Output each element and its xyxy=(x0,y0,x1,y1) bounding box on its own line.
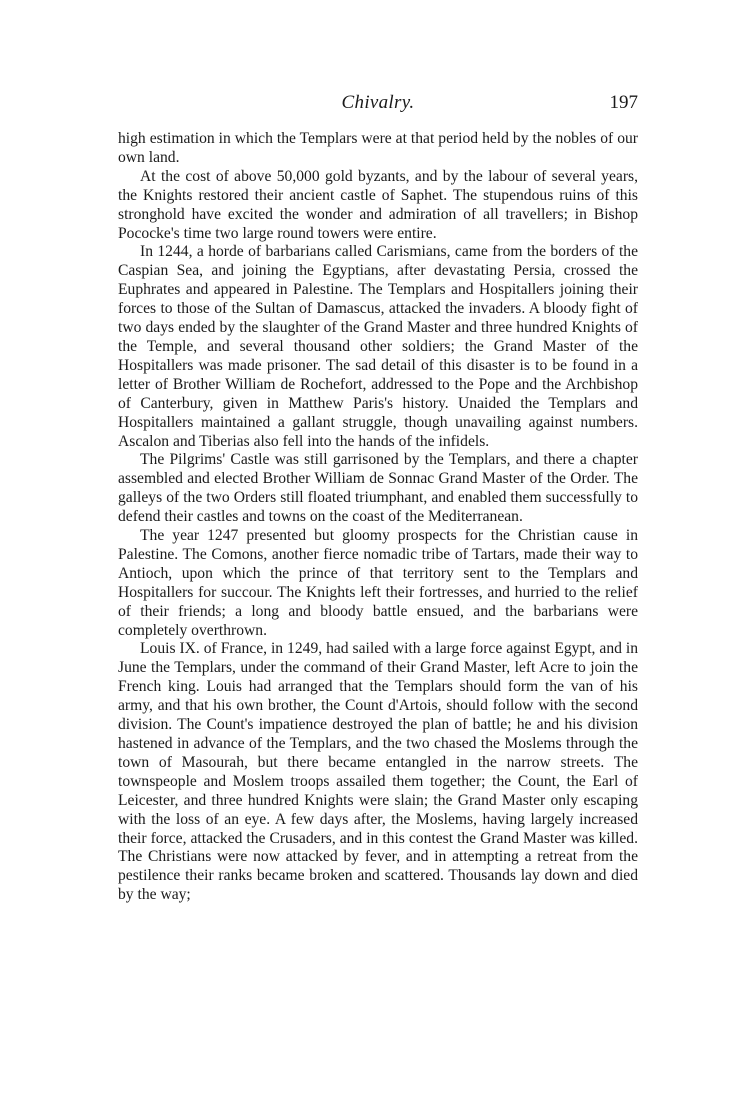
running-title: Chivalry. xyxy=(341,92,415,113)
paragraph-continued: high estimation in which the Templars were at that period held by the nobles of our own land. xyxy=(118,130,638,166)
body-text xyxy=(118,130,638,905)
page-header xyxy=(118,92,638,118)
paragraph-year-1247: The year 1247 presented but gloomy prospects for the Christian cause in Palestine. The Comons, another fierce nomadic tribe of Tartars, made their way to Antioch, upon which the prince of that territory sent to the Templars and Hospitallers for succour. The Knights left their fortresses, and hurried to the relief of their friends; a long and bloody battle ensued, and the barbarians were completely overthrown. xyxy=(118,527,638,639)
paragraph-saphet: At the cost of above 50,000 gold byzants, and by the labour of several years, the Knights restored their ancient castle of Saphet. The stupendous ruins of this stronghold have excited the wonder and admiration of all travellers; in Bishop Pococke's time two large round towers were entire. xyxy=(118,167,638,242)
paragraph-pilgrims-castle: The Pilgrims' Castle was still garrisoned by the Templars, and there a chapter assembled and elected Brother William de Sonnac Grand Master of the Order. The galleys of the two Orders still floated triumphant, and enabled them successfully to defend their castles and towns on the coast of the Mediterranean. xyxy=(118,451,638,526)
page-number: 197 xyxy=(609,92,638,113)
paragraph-carismians: In 1244, a horde of barbarians called Carismians, came from the borders of the Caspian Sea, and joining the Egyptians, after devastating Persia, crossed the Euphrates and appeared in Palestine. The Templars and Hospitallers joining their forces to those of the Sultan of Damascus, attacked the invaders. A bloody fight of two days ended by the slaughter of the Grand Master and three hundred Knights of the Temple, and several thousand other soldiers; the Grand Master of the Hospitallers was made prisoner. The sad detail of this disaster is to be found in a letter of Brother William de Rochefort, addressed to the Pope and the Archbishop of Canterbury, given in Matthew Paris's history. Unaided the Templars and Hospitallers maintained a gallant struggle, though unavailing against numbers. Ascalon and Tiberias also fell into the hands of the infidels. xyxy=(118,243,638,450)
paragraph-louis-ix: Louis IX. of France, in 1249, had sailed with a large force against Egypt, and in June the Templars, under the command of their Grand Master, left Acre to join the French king. Louis had arranged that the Templars should form the van of his army, and that his own brother, the Count d'Artois, should follow with the second division. The Count's impatience destroyed the plan of battle; he and his division hastened in advance of the Templars, and the two chased the Moslems through the town of Masourah, but there became entangled in the narrow streets. The townspeople and Moslem troops assailed them together; the Count, the Earl of Leicester, and three hundred Knights were slain; the Grand Master only escaping with the loss of an eye. A few days after, the Moslems, having largely increased their force, attacked the Crusaders, and in this contest the Grand Master was killed. The Christians were now attacked by fever, and in attempting a retreat from the pestilence their ranks became broken and scattered. Thousands lay down and died by the way; xyxy=(118,640,638,904)
